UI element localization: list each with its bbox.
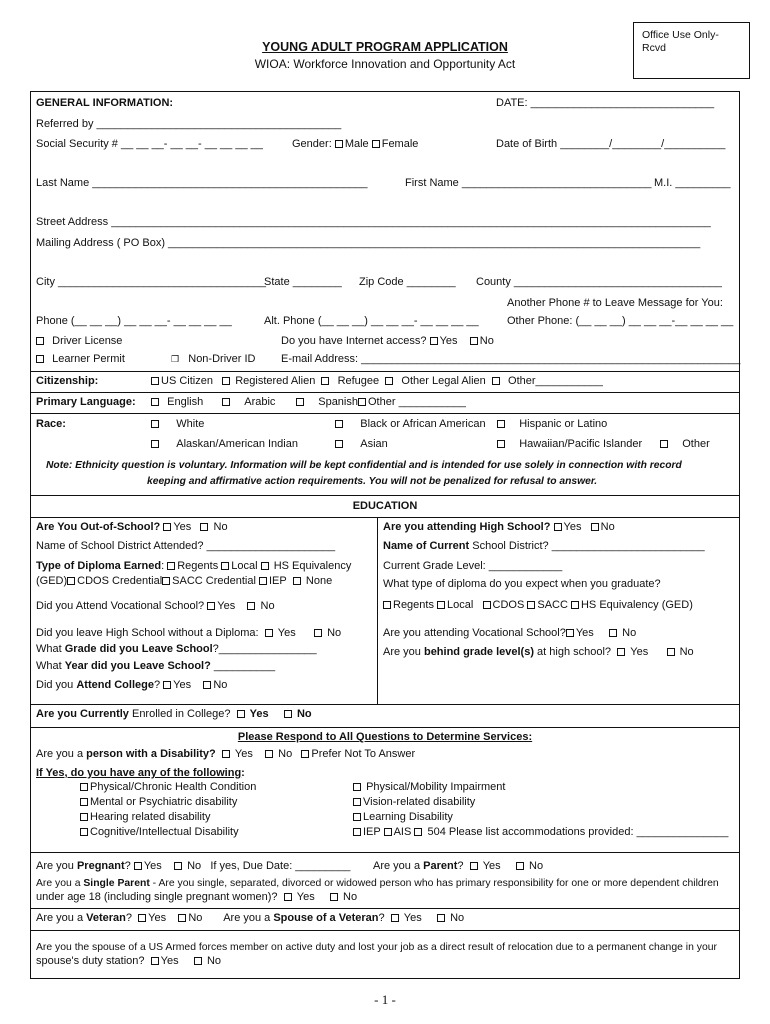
- learning-label: Learning Disability: [363, 811, 453, 823]
- parent-qmark: ?: [457, 860, 464, 872]
- single-tail: - Are you single, separated, divorced or widowed person who has primary responsibility for one or more dependent children: [149, 878, 719, 889]
- attending-hs-question: [383, 521, 615, 534]
- spouse-yes-checkbox[interactable]: [391, 914, 399, 922]
- pregnant-no-checkbox[interactable]: [174, 862, 182, 870]
- armed-yes-checkbox[interactable]: [151, 957, 159, 965]
- yes-label: Yes: [296, 891, 315, 903]
- phone-field[interactable]: Phone (__ __ __) __ __ __- __ __ __ __: [36, 315, 232, 327]
- behind-no-checkbox[interactable]: [667, 648, 675, 656]
- other-language-checkbox[interactable]: [358, 398, 366, 406]
- english-checkbox[interactable]: [151, 398, 159, 406]
- no-label: No: [206, 955, 221, 967]
- gender-field: [292, 138, 418, 151]
- single-line2-text: under age 18 (including single pregnant women)?: [36, 891, 278, 903]
- single-no-checkbox[interactable]: [330, 893, 338, 901]
- sacc-checkbox[interactable]: [162, 577, 170, 585]
- grade-left-text: What: [36, 643, 65, 655]
- county-field[interactable]: County __________________________________: [476, 276, 722, 288]
- diploma-expect-options: [383, 599, 693, 612]
- alaskan-checkbox[interactable]: [151, 440, 159, 448]
- expect-regents-checkbox[interactable]: [383, 601, 391, 609]
- if-yes-label: If Yes, do you have any of the following:: [36, 767, 245, 779]
- yes-label: Yes: [277, 627, 296, 639]
- refugee-label: Refugee: [337, 375, 380, 387]
- prefer-not-checkbox[interactable]: [301, 750, 309, 758]
- parent-no-checkbox[interactable]: [516, 862, 524, 870]
- attending-hs-no-checkbox[interactable]: [591, 523, 599, 531]
- male-checkbox[interactable]: [335, 140, 343, 148]
- veteran-bold: Veteran: [86, 912, 126, 924]
- no-label: No: [296, 708, 312, 720]
- citizenship-options: [151, 375, 603, 388]
- enrolled-text: Enrolled in College?: [128, 708, 231, 720]
- race-white: [151, 418, 204, 431]
- non-driver-option: [171, 353, 255, 366]
- pregnant-question: [36, 860, 350, 873]
- yes-label: Yes: [403, 912, 422, 924]
- race-hispanic: [497, 418, 607, 431]
- services-heading: Please Respond to All Questions to Determine Services:: [237, 731, 533, 743]
- other-legal-alien-checkbox[interactable]: [385, 377, 393, 385]
- divider: [30, 908, 740, 909]
- asian-checkbox[interactable]: [335, 440, 343, 448]
- education-column-divider: [377, 517, 378, 704]
- general-info-heading: GENERAL INFORMATION:: [36, 97, 174, 109]
- iep-service-checkbox[interactable]: [353, 828, 361, 836]
- grade-left-field[interactable]: [36, 643, 317, 656]
- citizenship-label: Citizenship:: [36, 375, 99, 387]
- race-label: Race:: [36, 418, 66, 430]
- 504-checkbox[interactable]: [414, 828, 422, 836]
- no-label: No: [260, 600, 275, 612]
- expect-sacc-checkbox[interactable]: [527, 601, 535, 609]
- no-label: No: [187, 860, 202, 872]
- arabic-label: Arabic: [244, 396, 276, 408]
- vision-checkbox[interactable]: [353, 798, 361, 806]
- iep-checkbox[interactable]: [259, 577, 267, 585]
- english-label: English: [167, 396, 204, 408]
- regents-label: Regents: [177, 560, 219, 572]
- other-phone-field[interactable]: Other Phone: (__ __ __) __ __ __-__ __ __ __: [507, 315, 734, 327]
- out-of-school-label: Are You Out-of-School?: [36, 521, 161, 533]
- disability-option: [80, 781, 256, 794]
- yes-label: Yes: [143, 860, 162, 872]
- disability-yes-checkbox[interactable]: [222, 750, 230, 758]
- diploma-earned-options: [36, 575, 332, 588]
- behind-tail: at high school?: [534, 646, 612, 658]
- another-phone-label: Another Phone # to Leave Message for You:: [507, 297, 723, 309]
- sacc-label: SACC Credential: [172, 575, 256, 587]
- due-date-field[interactable]: If yes, Due Date: _________: [210, 860, 351, 872]
- other-citizenship-checkbox[interactable]: [492, 377, 500, 385]
- learner-permit-checkbox[interactable]: [36, 355, 44, 363]
- non-driver-label: Non-Driver ID: [188, 353, 256, 365]
- diploma-expect-label: What type of diploma do you expect when you graduate?: [383, 578, 661, 590]
- prefer-not-label: Prefer Not To Answer: [311, 748, 416, 760]
- diploma-earned-question: Type of Diploma Earned: Regents Local HS Equivalency: [36, 560, 352, 572]
- alt-phone-field[interactable]: Alt. Phone (__ __ __) __ __ __- __ __ __ __: [264, 315, 479, 327]
- male-label: Male: [344, 138, 369, 150]
- learner-permit-label: Learner Permit: [52, 353, 125, 365]
- out-of-school-no-checkbox[interactable]: [200, 523, 208, 531]
- yes-label: Yes: [148, 912, 167, 924]
- referred-by-field[interactable]: Referred by ________________________________________: [36, 118, 342, 130]
- accommodations-field[interactable]: 504 Please list accommodations provided: _______________: [427, 826, 729, 838]
- expect-cdos-checkbox[interactable]: [483, 601, 491, 609]
- accommodations-row: [353, 826, 728, 839]
- learning-checkbox[interactable]: [353, 813, 361, 821]
- hawaiian-label: Hawaiian/Pacific Islander: [519, 438, 643, 450]
- single-parent-line2: [36, 891, 357, 904]
- disability-option: [80, 796, 237, 809]
- voc-attending-label: Are you attending Vocational School?: [383, 627, 566, 639]
- language-arabic: [222, 396, 275, 409]
- attending-hs-label: Are you attending High School?: [383, 521, 551, 533]
- disability-no-checkbox[interactable]: [265, 750, 273, 758]
- no-label: No: [479, 335, 494, 347]
- parent-text: Are you a: [373, 860, 424, 872]
- armed-forces-line2: [36, 955, 221, 968]
- cognitive-checkbox[interactable]: [80, 828, 88, 836]
- hispanic-label: Hispanic or Latino: [519, 418, 608, 430]
- college-yes-checkbox[interactable]: [163, 681, 171, 689]
- ged-label: (GED): [36, 575, 68, 587]
- local-label: Local: [231, 560, 258, 572]
- spanish-label: Spanish: [318, 396, 358, 408]
- no-label: No: [450, 912, 465, 924]
- internet-yes-checkbox[interactable]: [430, 337, 438, 345]
- no-label: No: [600, 521, 615, 533]
- college-qmark: ?: [153, 679, 161, 691]
- iep-label: IEP: [268, 575, 287, 587]
- single-parent-question: [36, 877, 719, 890]
- race-alaskan: [151, 438, 298, 451]
- female-label: Female: [381, 138, 419, 150]
- enrolled-bold: Are you Currently: [36, 708, 129, 720]
- driver-license-option: [36, 335, 122, 348]
- learner-permit-option: [36, 353, 125, 366]
- regents-checkbox[interactable]: [167, 562, 175, 570]
- vocational-yes-checkbox[interactable]: [207, 602, 215, 610]
- no-label: No: [529, 860, 544, 872]
- yes-label: Yes: [563, 521, 582, 533]
- office-use-box: [633, 22, 750, 79]
- left-hs-question: [36, 627, 341, 640]
- none-label: None: [305, 575, 333, 587]
- grade-left-bold: Grade did you Leave School: [64, 643, 213, 655]
- yes-label: Yes: [234, 748, 253, 760]
- year-left-blank: __________: [210, 660, 276, 672]
- district-attended-field[interactable]: Name of School District Attended? _____________________: [36, 540, 336, 552]
- no-label: No: [343, 891, 358, 903]
- disability-option: [353, 781, 505, 794]
- if-yes-text: If Yes, do you have any of the following: [36, 767, 242, 779]
- yes-label: Yes: [575, 627, 594, 639]
- single-text: Are you a: [36, 878, 84, 889]
- yes-label: Yes: [160, 955, 179, 967]
- dob-field[interactable]: Date of Birth ________/________/__________: [496, 138, 726, 150]
- expect-local-checkbox[interactable]: [437, 601, 445, 609]
- ais-checkbox[interactable]: [384, 828, 392, 836]
- non-driver-bullet-icon[interactable]: ❒: [171, 354, 180, 364]
- mental-label: Mental or Psychiatric disability: [90, 796, 238, 808]
- attending-hs-yes-checkbox[interactable]: [554, 523, 562, 531]
- race-other: [660, 438, 710, 451]
- year-left-bold: Year did you Leave School?: [64, 660, 211, 672]
- enrolled-college-question: [36, 708, 312, 721]
- mi-field[interactable]: M.I. _________: [654, 177, 731, 189]
- date-field[interactable]: DATE: ______________________________: [496, 97, 715, 109]
- no-label: No: [327, 627, 342, 639]
- no-label: No: [622, 627, 637, 639]
- left-hs-no-checkbox[interactable]: [314, 629, 322, 637]
- ethnicity-note-line2: keeping and affirmative action requirements. You will not be penalized for refusal to answer.: [147, 476, 598, 487]
- behind-bold: behind grade level(s): [423, 646, 534, 658]
- spouse-text: Are you a: [223, 912, 274, 924]
- parent-question: [373, 860, 543, 873]
- divider: [30, 495, 740, 496]
- female-checkbox[interactable]: [372, 140, 380, 148]
- race-other-label: Other: [682, 438, 710, 450]
- hs-equivalency-label: HS Equivalency: [273, 560, 352, 572]
- white-label: White: [176, 418, 205, 430]
- attend-college-question: [36, 679, 227, 692]
- armed-forces-question: Are you the spouse of a US Armed forces member on active duty and lost your job as a direct result of relocation due to a permanent change in your: [36, 942, 717, 953]
- city-field[interactable]: City __________________________________: [36, 276, 267, 288]
- hearing-checkbox[interactable]: [80, 813, 88, 821]
- veteran-text: Are you a: [36, 912, 87, 924]
- mental-checkbox[interactable]: [80, 798, 88, 806]
- regents-label: Regents: [393, 599, 434, 611]
- armed-no-checkbox[interactable]: [194, 957, 202, 965]
- hearing-label: Hearing related disability: [90, 811, 211, 823]
- language-label: Primary Language:: [36, 396, 136, 408]
- grade-level-field[interactable]: Current Grade Level: ____________: [383, 560, 563, 572]
- email-field[interactable]: E-mail Address: ______________________________________________________________: [281, 353, 741, 365]
- current-district-text: School District? _________________________: [469, 540, 705, 552]
- hawaiian-checkbox[interactable]: [497, 440, 505, 448]
- voc-attending-question: [383, 627, 636, 640]
- driver-license-checkbox[interactable]: [36, 337, 44, 345]
- diploma-earned-label: Type of Diploma Earned: [36, 560, 162, 572]
- pregnant-bold: Pregnant: [76, 860, 125, 872]
- pregnant-yes-checkbox[interactable]: [134, 862, 142, 870]
- us-citizen-checkbox[interactable]: [151, 377, 159, 385]
- current-district-field[interactable]: [383, 540, 705, 553]
- state-field[interactable]: State ________: [264, 276, 342, 288]
- education-heading: EDUCATION: [352, 500, 418, 512]
- left-hs-label: Did you leave High School without a Diploma:: [36, 627, 259, 639]
- no-label: No: [213, 679, 228, 691]
- hs-equivalency-checkbox[interactable]: [261, 562, 269, 570]
- spanish-checkbox[interactable]: [296, 398, 304, 406]
- divider: [30, 392, 740, 393]
- yes-label: Yes: [439, 335, 458, 347]
- registered-alien-checkbox[interactable]: [222, 377, 230, 385]
- yes-label: Yes: [482, 860, 501, 872]
- office-use-rcvd: Rcvd: [642, 42, 666, 54]
- yes-label: Yes: [249, 708, 269, 720]
- race-other-checkbox[interactable]: [660, 440, 668, 448]
- language-english: [151, 396, 203, 409]
- mobility-checkbox[interactable]: [353, 783, 361, 791]
- white-checkbox[interactable]: [151, 420, 159, 428]
- disability-option: [80, 826, 239, 839]
- none-checkbox[interactable]: [293, 577, 301, 585]
- no-label: No: [679, 646, 694, 658]
- year-left-field[interactable]: [36, 660, 275, 673]
- cognitive-label: Cognitive/Intellectual Disability: [90, 826, 239, 838]
- left-hs-yes-checkbox[interactable]: [265, 629, 273, 637]
- behind-text: Are you: [383, 646, 424, 658]
- other-legal-alien-label: Other Legal Alien: [401, 375, 486, 387]
- divider: [30, 704, 740, 705]
- yes-label: Yes: [630, 646, 649, 658]
- ssn-field[interactable]: Social Security # __ __ __- __ __- __ __ __ __: [36, 138, 263, 150]
- veteran-qmark: ?: [125, 912, 133, 924]
- single-yes-checkbox[interactable]: [284, 893, 292, 901]
- cdos-label: CDOS Credential: [77, 575, 163, 587]
- gender-label: Gender:: [292, 138, 332, 150]
- refugee-checkbox[interactable]: [321, 377, 329, 385]
- parent-yes-checkbox[interactable]: [470, 862, 478, 870]
- local-label: Local: [447, 599, 474, 611]
- out-of-school-yes-checkbox[interactable]: [163, 523, 171, 531]
- voc-attending-yes-checkbox[interactable]: [566, 629, 574, 637]
- mobility-label: Physical/Mobility Impairment: [366, 781, 506, 793]
- zip-field[interactable]: Zip Code ________: [359, 276, 456, 288]
- race-black: [335, 418, 486, 431]
- physical-chronic-label: Physical/Chronic Health Condition: [90, 781, 257, 793]
- divider: [30, 413, 740, 414]
- ethnicity-note-line1: Note: Ethnicity question is voluntary. Information will be kept confidential and is intended for use solely in connection with record: [46, 460, 682, 471]
- race-asian: [335, 438, 388, 451]
- disability-question: [36, 748, 415, 761]
- divider: [30, 852, 740, 853]
- enrolled-no-checkbox[interactable]: [284, 710, 292, 718]
- race-hawaiian: [497, 438, 642, 451]
- local-checkbox[interactable]: [221, 562, 229, 570]
- disability-option: [353, 811, 453, 824]
- sacc-label: SACC: [537, 599, 568, 611]
- disability-text: Are you a: [36, 748, 87, 760]
- hs-equivalency-label: HS Equivalency (GED): [580, 599, 693, 611]
- form-subtitle: WIOA: Workforce Innovation and Opportunity Act: [254, 57, 516, 71]
- divider: [30, 371, 740, 372]
- disability-option: [353, 796, 475, 809]
- divider: [30, 930, 740, 931]
- vocational-no-checkbox[interactable]: [247, 602, 255, 610]
- disability-option: [80, 811, 210, 824]
- year-left-text: What: [36, 660, 65, 672]
- asian-label: Asian: [360, 438, 388, 450]
- street-address-field[interactable]: Street Address __________________________________________________________________________________________________: [36, 216, 711, 228]
- other-language-label: Other ___________: [368, 396, 466, 408]
- grade-left-blank: ?________________: [212, 643, 317, 655]
- internet-no-checkbox[interactable]: [470, 337, 478, 345]
- cdos-label: CDOS: [492, 599, 525, 611]
- form-title: YOUNG ADULT PROGRAM APPLICATION: [262, 40, 508, 54]
- page-number: - 1 -: [374, 992, 396, 1007]
- mailing-address-field[interactable]: Mailing Address ( PO Box) _______________________________________________________________________________________: [36, 237, 701, 249]
- vision-label: Vision-related disability: [363, 796, 476, 808]
- pregnant-text: Are you: [36, 860, 77, 872]
- spouse-qmark: ?: [378, 912, 385, 924]
- current-district-bold: Name of Current: [383, 540, 470, 552]
- college-text: Did you: [36, 679, 77, 691]
- yes-label: Yes: [173, 679, 192, 691]
- office-use-label: Office Use Only-: [642, 29, 719, 41]
- internet-access-question: [281, 335, 494, 348]
- ais-label: AIS: [393, 826, 412, 838]
- last-name-field[interactable]: Last Name _____________________________________________: [36, 177, 368, 189]
- other-citizenship-label: Other___________: [508, 375, 603, 387]
- behind-grade-question: [383, 646, 694, 659]
- vocational-question: [36, 600, 275, 613]
- divider: [30, 517, 740, 518]
- driver-license-label: Driver License: [52, 335, 123, 347]
- physical-chronic-checkbox[interactable]: [80, 783, 88, 791]
- spouse-no-checkbox[interactable]: [437, 914, 445, 922]
- no-label: No: [278, 748, 293, 760]
- veteran-yes-checkbox[interactable]: [138, 914, 146, 922]
- veteran-question: [36, 912, 464, 925]
- us-citizen-label: US Citizen: [161, 375, 213, 387]
- language-spanish: [296, 396, 466, 409]
- vocational-label: Did you Attend Vocational School?: [36, 600, 205, 612]
- pregnant-qmark: ?: [124, 860, 131, 872]
- hispanic-checkbox[interactable]: [497, 420, 505, 428]
- yes-label: Yes: [217, 600, 236, 612]
- yes-label: Yes: [173, 521, 192, 533]
- internet-label: Do you have Internet access?: [281, 335, 427, 347]
- black-checkbox[interactable]: [335, 420, 343, 428]
- disability-bold: person with a Disability?: [86, 748, 216, 760]
- alaskan-label: Alaskan/American Indian: [176, 438, 298, 450]
- voc-attending-no-checkbox[interactable]: [609, 629, 617, 637]
- cdos-checkbox[interactable]: [67, 577, 75, 585]
- expect-hs-equiv-checkbox[interactable]: [571, 601, 579, 609]
- veteran-no-checkbox[interactable]: [178, 914, 186, 922]
- divider: [30, 727, 740, 728]
- college-bold: Attend College: [76, 679, 154, 691]
- registered-alien-label: Registered Alien: [235, 375, 316, 387]
- parent-bold: Parent: [423, 860, 458, 872]
- enrolled-yes-checkbox[interactable]: [237, 710, 245, 718]
- iep-label: IEP: [363, 826, 381, 838]
- single-bold: Single Parent: [83, 878, 150, 889]
- first-name-field[interactable]: First Name _______________________________: [405, 177, 652, 189]
- out-of-school-question: [36, 521, 228, 534]
- no-label: No: [188, 912, 203, 924]
- arabic-checkbox[interactable]: [222, 398, 230, 406]
- no-label: No: [213, 521, 228, 533]
- spouse-bold: Spouse of a Veteran: [273, 912, 379, 924]
- armed-line2-text: spouse's duty station?: [36, 955, 145, 967]
- college-no-checkbox[interactable]: [203, 681, 211, 689]
- black-label: Black or African American: [360, 418, 486, 430]
- behind-yes-checkbox[interactable]: [617, 648, 625, 656]
